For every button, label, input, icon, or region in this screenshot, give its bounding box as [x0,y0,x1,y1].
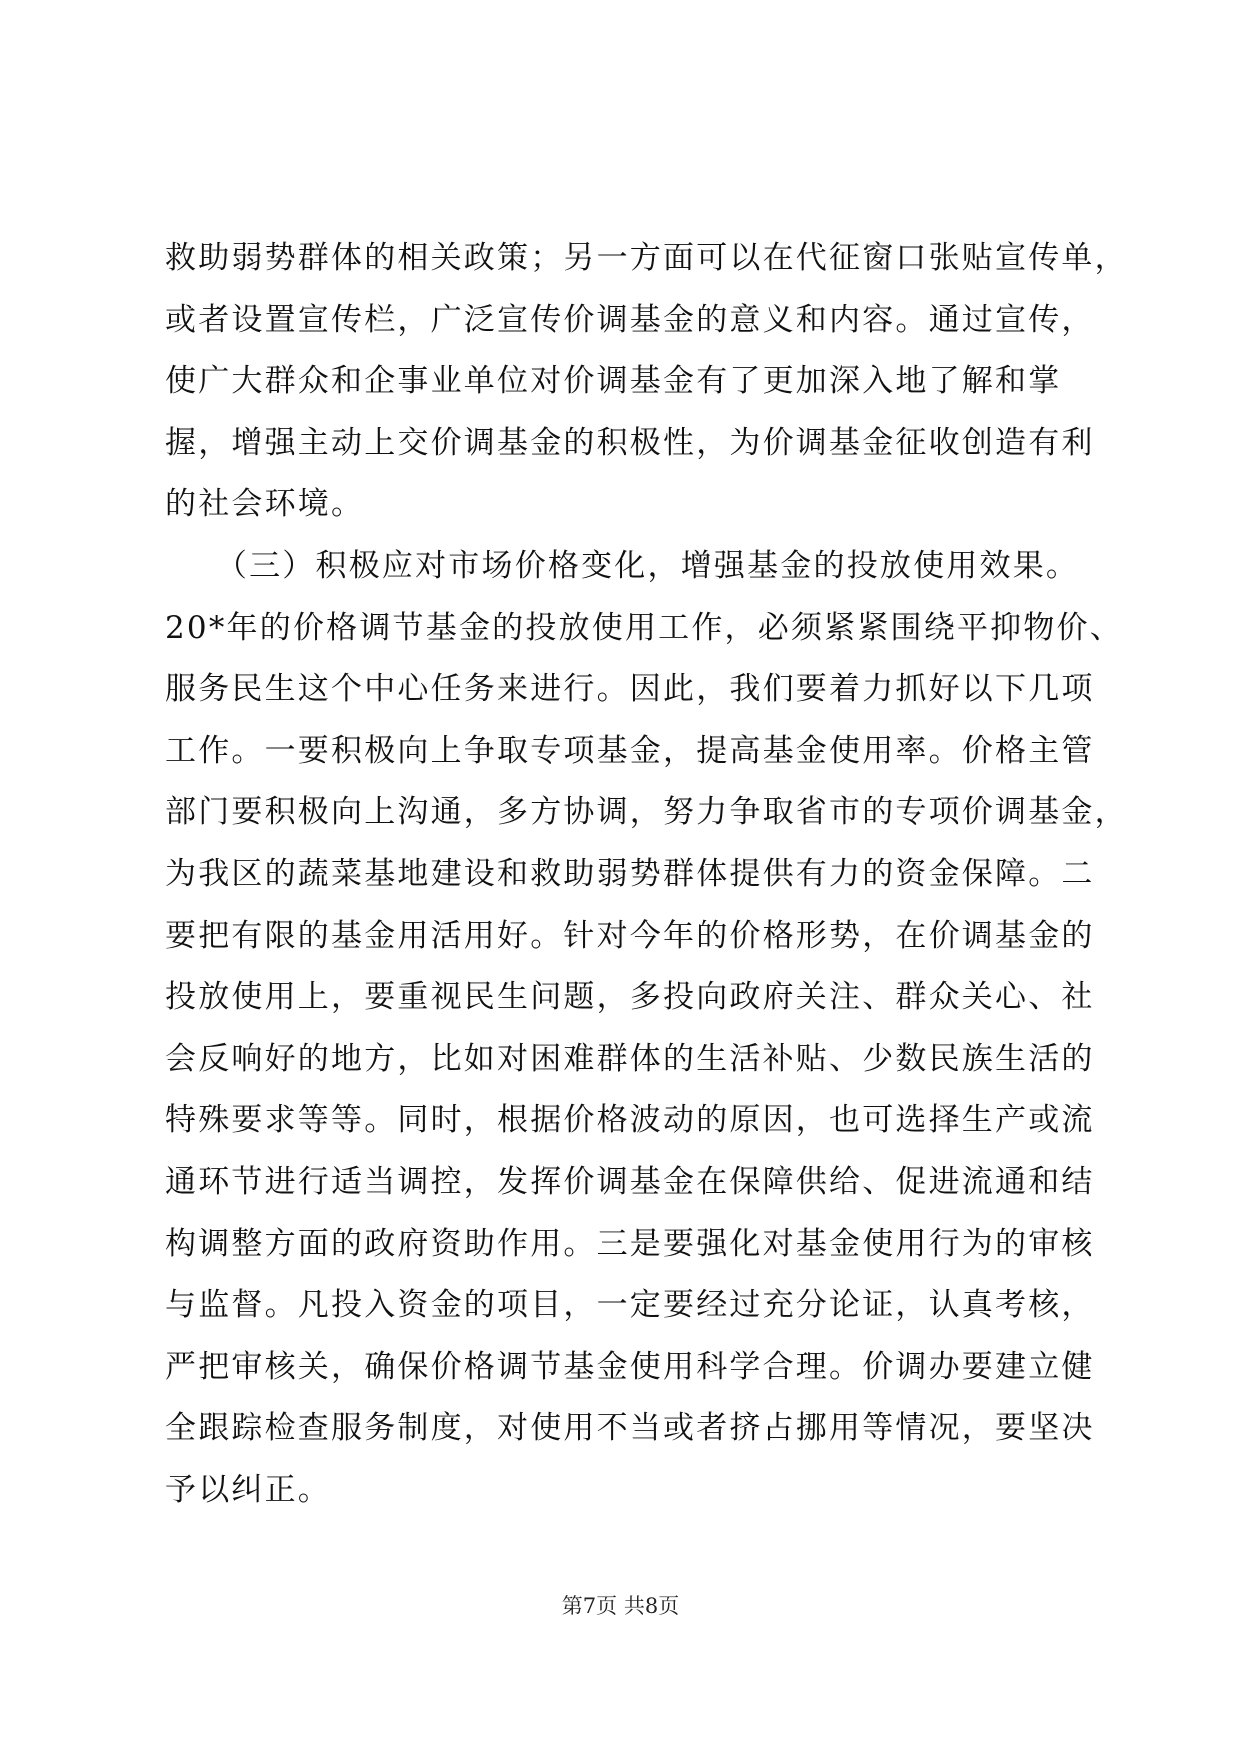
text-line: 的社会环境。 [165,486,365,523]
text-line: 与监督。凡投入资金的项目，一定要经过充分论证，认真考核， [165,1287,1095,1324]
text-line: 服务民生这个中心任务来进行。因此，我们要着力抓好以下几项 [165,671,1095,708]
text-line: 投放使用上，要重视民生问题，多投向政府关注、群众关心、社 [165,979,1095,1016]
text-line: 会反响好的地方，比如对困难群体的生活补贴、少数民族生活的 [165,1040,1095,1077]
text-line: 救助弱势群体的相关政策；另一方面可以在代征窗口张贴宣传单， [165,240,1128,276]
page-number-label: 第7页 共8页 [561,1594,680,1618]
text-line: 予以纠正。 [165,1471,331,1508]
text-line: 严把审核关，确保价格调节基金使用科学合理。价调办要建立健 [165,1348,1095,1385]
text-line: 通环节进行适当调控，发挥价调基金在保障供给、促进流通和结 [165,1163,1095,1200]
text-line: 握，增强主动上交价调基金的积极性，为价调基金征收创造有利 [165,424,1095,461]
text-line: 全跟踪检查服务制度，对使用不当或者挤占挪用等情况，要坚决 [165,1410,1095,1447]
section-heading-line: （三）积极应对市场价格变化，增强基金的投放使用效果。 [165,547,1080,584]
text-line: 构调整方面的政府资助作用。三是要强化对基金使用行为的审核 [165,1225,1095,1262]
text-line: 部门要积极向上沟通，多方协调，努力争取省市的专项价调基金， [165,794,1128,831]
text-line: 或者设置宣传栏，广泛宣传价调基金的意义和内容。通过宣传， [165,301,1095,338]
document-body [165,228,1128,1521]
text-line: 20*年的价格调节基金的投放使用工作，必须紧紧围绕平抑物价、 [165,609,1123,646]
text-line: 使广大群众和企事业单位对价调基金有了更加深入地了解和掌 [165,363,1062,400]
text-line: 要把有限的基金用活用好。针对今年的价格形势，在价调基金的 [165,917,1095,954]
text-line: 为我区的蔬菜基地建设和救助弱势群体提供有力的资金保障。二 [165,855,1095,892]
text-line: 工作。一要积极向上争取专项基金，提高基金使用率。价格主管 [165,732,1095,769]
page-footer [0,1590,1241,1620]
text-line: 特殊要求等等。同时，根据价格波动的原因，也可选择生产或流 [165,1102,1095,1139]
